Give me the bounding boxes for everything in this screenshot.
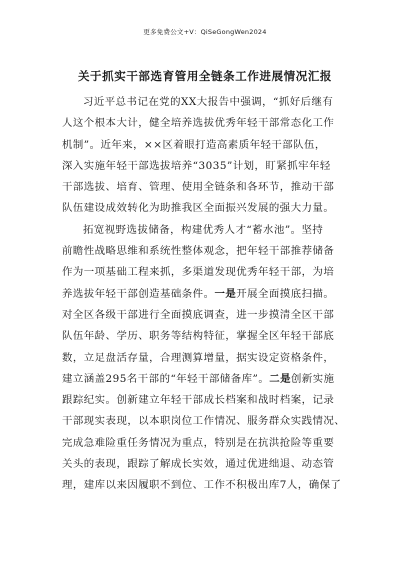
text-span: 建立涵盖295名干部的“年轻干部储备库”。 bbox=[62, 372, 270, 385]
text-span: 人这个根本大计，健全培养选拔优秀年轻干部常态化工作 bbox=[62, 117, 335, 130]
text-span: 创新实施 bbox=[291, 372, 335, 385]
text-span: 对全区各级干部进行全面摸底调查，进一步摸清全区干部 bbox=[62, 308, 335, 321]
document-title: 关于抓实干部选育管用全链条工作进展情况汇报 bbox=[77, 69, 333, 83]
text-line bbox=[62, 454, 357, 475]
text-line bbox=[62, 92, 357, 113]
text-span: 深入实施年轻干部选拔培养“3035”计划，盯紧抓牢年轻 bbox=[62, 159, 331, 172]
text-span: 关头的表现，跟踪了解成长实效，通过优进绌退、动态管 bbox=[62, 458, 335, 471]
text-span: 完成急难险重任务情况为重点，特别是在抗洪抢险等重要 bbox=[62, 436, 335, 449]
text-line bbox=[62, 390, 357, 411]
text-line bbox=[62, 348, 357, 369]
text-span: 养选拔年轻干部创造基础条件。 bbox=[62, 287, 215, 300]
text-span: 拓宽视野选拔储备，构建优秀人才“蓄水池”。坚持 bbox=[83, 223, 324, 236]
text-line bbox=[62, 241, 357, 262]
text-span: 干部选拔、培育、管理、使用全链条和各环节，推动干部 bbox=[62, 181, 335, 194]
text-line bbox=[62, 177, 357, 198]
text-line bbox=[62, 433, 357, 454]
text-span: 跟踪纪实。创新建立年轻干部成长档案和战时档案，记录 bbox=[62, 394, 335, 407]
text-line bbox=[62, 220, 357, 241]
text-span: 机制”。近年来，××区着眼打造高素质年轻干部队伍， bbox=[62, 138, 326, 151]
text-span: 前瞻性战略思维和系统性整体观念，把年轻干部推荐储备 bbox=[62, 245, 335, 258]
text-span: 数，立足盘活存量，合理测算增量，据实设定资格条件， bbox=[62, 351, 335, 364]
bold-text-span: 二是 bbox=[269, 372, 291, 385]
text-line bbox=[62, 475, 357, 496]
text-line bbox=[62, 198, 357, 219]
text-line bbox=[62, 411, 357, 432]
document-body bbox=[62, 92, 357, 497]
text-span: 作为一项基础工程来抓，多渠道发现优秀年轻干部，为培 bbox=[62, 266, 335, 279]
text-span: 干部现实表现，以本职岗位工作情况、服务群众实践情况、 bbox=[62, 415, 346, 428]
text-span: 开展全面摸底扫描。 bbox=[236, 287, 335, 300]
text-line bbox=[62, 305, 357, 326]
text-line bbox=[62, 262, 357, 283]
text-line bbox=[62, 326, 357, 347]
text-span: 理，建库以来因履职不到位、工作不积极出库7人，确保了 bbox=[62, 479, 342, 492]
text-line bbox=[62, 135, 357, 156]
text-line bbox=[62, 156, 357, 177]
bold-text-span: 一是 bbox=[214, 287, 237, 300]
text-span: 队伍建设成效转化为助推我区全面振兴发展的强大力量。 bbox=[62, 202, 335, 215]
text-span: 队伍年龄、学历、职务等结构特征，掌握全区年轻干部底 bbox=[62, 330, 335, 343]
text-line bbox=[62, 284, 357, 305]
text-line bbox=[62, 113, 357, 134]
page-header: 更多免费公文+V：QiSeGongWen2024 bbox=[143, 28, 267, 36]
text-span: 习近平总书记在党的XX大报告中强调，“抓好后继有 bbox=[83, 96, 334, 108]
text-line bbox=[62, 369, 357, 390]
